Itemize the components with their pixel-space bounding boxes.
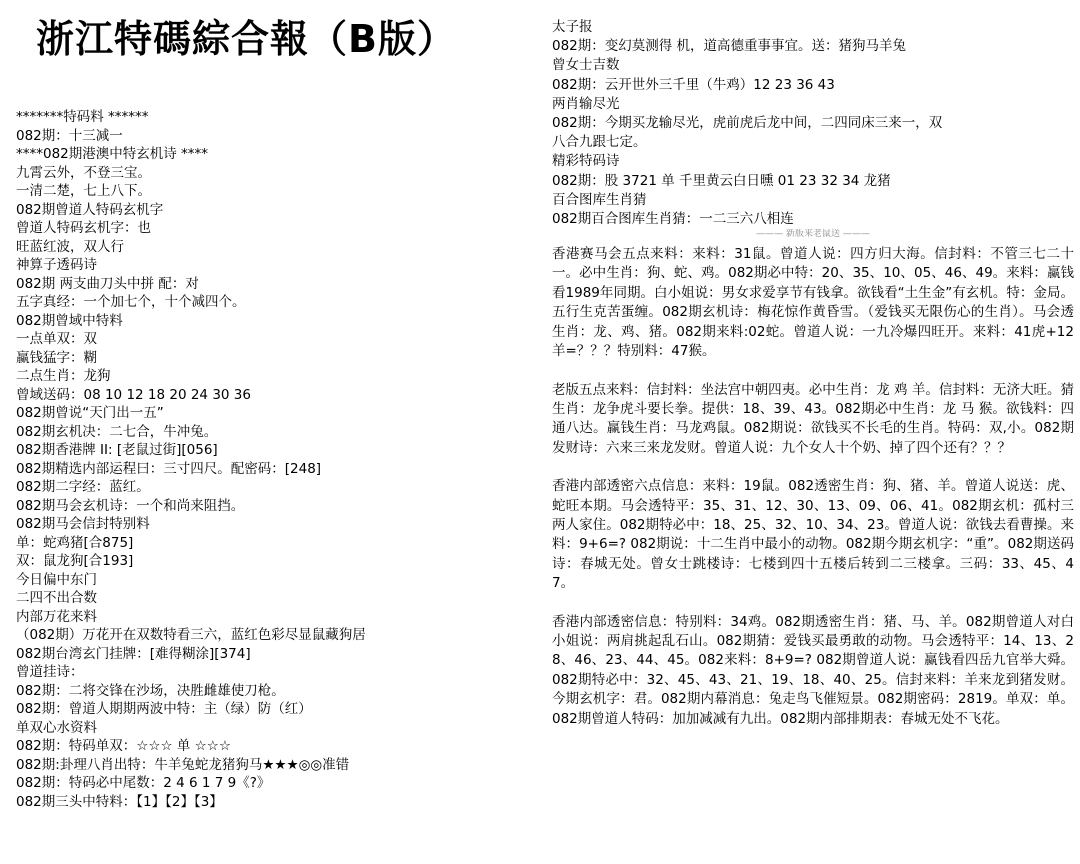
section-divider: ——— 新版来老鼠送 ———: [756, 229, 870, 240]
text-line: 二四不出合数: [16, 590, 97, 606]
text-line: 五字真经：一个加七个，十个减四个。: [16, 294, 246, 310]
text-line: 单双心水资料: [16, 719, 97, 736]
right-column: [552, 18, 1074, 860]
text-line: 二点生肖：龙狗: [16, 368, 111, 384]
text-line: 今日偏中东门: [16, 571, 97, 588]
text-line: 两肖输尽光: [552, 95, 620, 112]
text-line: 百合图库生肖猜: [552, 191, 647, 208]
text-line: 082期：今期买龙输尽光，虎前虎后龙中间，二四同床三来一，双: [552, 114, 943, 131]
paragraph-gap: [552, 458, 1074, 477]
text-line: 082期马会信封特别料: [16, 516, 150, 532]
text-line: 082期精选内部运程曰：三寸四尺。配密码：[248]: [16, 460, 322, 477]
text-line: 082期：特码必中尾数：2 4 6 1 7 9《?》: [16, 775, 271, 791]
text-line: 双：鼠龙狗[合193]: [16, 553, 134, 569]
text-line: 太子报: [552, 19, 593, 35]
text-line: 082期玄机决：二七合，牛冲兔。: [16, 423, 218, 440]
text-line: 082期百合图库生肖猜：一二三六八相连: [552, 210, 794, 227]
text-line: 曾道挂诗：: [16, 664, 84, 680]
text-line: *******特码料 ******: [16, 109, 149, 125]
text-line: 082期:卦理八肖出特：牛羊兔蛇龙猪狗马★★★◎◎准错: [16, 756, 350, 773]
text-line: （082期）万花开在双数特看三六，蓝红色彩尽显鼠藏狗居: [16, 627, 366, 643]
text-line: 单：蛇鸡猪[合875]: [16, 534, 134, 551]
paragraph-racing-five-point: 香港赛马会五点来料：来料：31鼠。曾道人说：四方归大海。信封料：不管三七二十一。必中生肖：狗、蛇、鸡。082期必中特：20、35、10、05、46、49。来料：赢钱看1989年同期。白小姐说：男女求爱享节有钱拿。欲钱看“土生金”有玄机。特：金局。五行生克苦蛋缠。082期玄机诗：梅花惊作黄昏雪。（爱钱买无限伤心的生肖）。马会透生肖：龙、鸡、猪。082期来料:02蛇。曾道人说：一九冷爆四旺开。来料：41虎+12羊=？？？特别料：47猴。: [552, 246, 1074, 360]
text-line: 082期：曾道人期期两波中特：主（绿）防（红）: [16, 701, 312, 717]
text-line: 082期：云开世外三千里（牛鸡）12 23 36 43: [552, 76, 835, 93]
text-line: 082期香港牌 II: [老鼠过街][056]: [16, 442, 218, 458]
text-line: 082期曾域中特料: [16, 312, 123, 329]
text-line: 九霄云外，不登三宝。: [16, 164, 151, 181]
text-line: 神算子透码诗: [16, 257, 97, 273]
text-line: 一清二楚，七上八下。: [16, 183, 151, 199]
page-title: 浙江特碼綜合報（B版）: [36, 17, 456, 61]
text-line: 082期：股 3721 单 千里黄云白日曛 01 23 32 34 龙猪: [552, 172, 891, 189]
paragraph-gap: [552, 594, 1074, 613]
paragraph-internal-six-point: 香港内部透密六点信息：来料：19鼠。082透密生肖：狗、猪、羊。曾道人说送：虎、蛇旺本期。马会透特平：35、31、12、30、13、09、06、41。082期玄机：孤村三两人家住。082期特必中：18、25、32、10、34、23。曾道人说：欲钱去看曹操。来料：9+6=? 082期说：十二生肖中最小的动物。082期今期玄机字：“重”。082期送码诗：春城无处。曾女士跳楼诗：七楼到四十五楼后转到二三楼拿。三码：33、45、47。: [552, 478, 1074, 592]
text-line: 082期台湾玄门挂牌：[难得糊涂][374]: [16, 645, 251, 662]
text-line: 082期 两支曲刀头中拼 配：对: [16, 275, 199, 292]
text-line: 曾女士吉数: [552, 57, 620, 74]
text-line: 082期：特码单双：☆☆☆ 单 ☆☆☆: [16, 738, 231, 754]
text-line: 八合九跟七定。: [552, 134, 647, 151]
text-line: 内部万花来料: [16, 608, 97, 625]
paragraph-gap: [552, 362, 1074, 381]
text-line: 082期曾道人特码玄机字: [16, 201, 164, 218]
text-line: 082期二字经：蓝红。: [16, 479, 150, 495]
paragraph-old-edition: 老版五点来料：信封料：坐法宫中朝四夷。必中生肖：龙 鸡 羊。信封料：无济大旺。猜生肖：龙争虎斗要长拳。提供：18、39、43。082期必中生肖：龙 马 猴。欲钱料：四通八达。赢钱生肖：马龙鸡鼠。082期说：欲钱买不长毛的生肖。特码：双,小。082期发财诗：六来三来龙发财。曾道人说：九个女人十个奶、掉了四个还有？？？: [552, 381, 1074, 456]
text-line: 082期：十三减一: [16, 127, 123, 144]
text-line: ****082期港澳中特玄机诗 ****: [16, 146, 209, 162]
text-line: 赢钱猛字：糊: [16, 349, 97, 366]
text-line: 082期：二将交锋在沙场，决胜雌雄使刀枪。: [16, 682, 285, 699]
text-line: 旺蓝红波，双人行: [16, 238, 124, 255]
text-line: 精彩特码诗: [552, 153, 620, 170]
text-line: 曾域送码：08 10 12 18 20 24 30 36: [16, 386, 251, 403]
text-line: 曾道人特码玄机字：也: [16, 220, 151, 236]
text-line: 082期三头中特料：【1】【2】【3】: [16, 793, 223, 810]
text-line: 082期：变幻莫测得 机，道高德重事事宜。送：猪狗马羊兔: [552, 38, 907, 55]
left-column: [16, 108, 538, 860]
text-line: 082期马会玄机诗：一个和尚来阻挡。: [16, 497, 245, 514]
text-line: 082期曾说“天门出一五”: [16, 405, 164, 421]
paragraph-internal-info: 香港内部透密信息：特别料：34鸡。082期透密生肖：猪、马、羊。082期曾道人对白小姐说：两肩挑起乱石山。082期猜：爱钱买最勇敢的动物。马会透特平：14、13、28、46、23、44、45。082来料：8+9=? 082期曾道人说：赢钱看四岳九官举大舜。082期特必中：32、45、43、21、19、18、40、25。信封来料：羊来龙到猪发财。今期玄机字：君。082期内幕消息：兔走鸟飞催短景。082期密码：2819。单双：单。082期曾道人特码：加加减减有九出。082期内部排期表：春城无处不飞花。: [552, 613, 1074, 727]
text-line: 一点单双：双: [16, 331, 97, 347]
